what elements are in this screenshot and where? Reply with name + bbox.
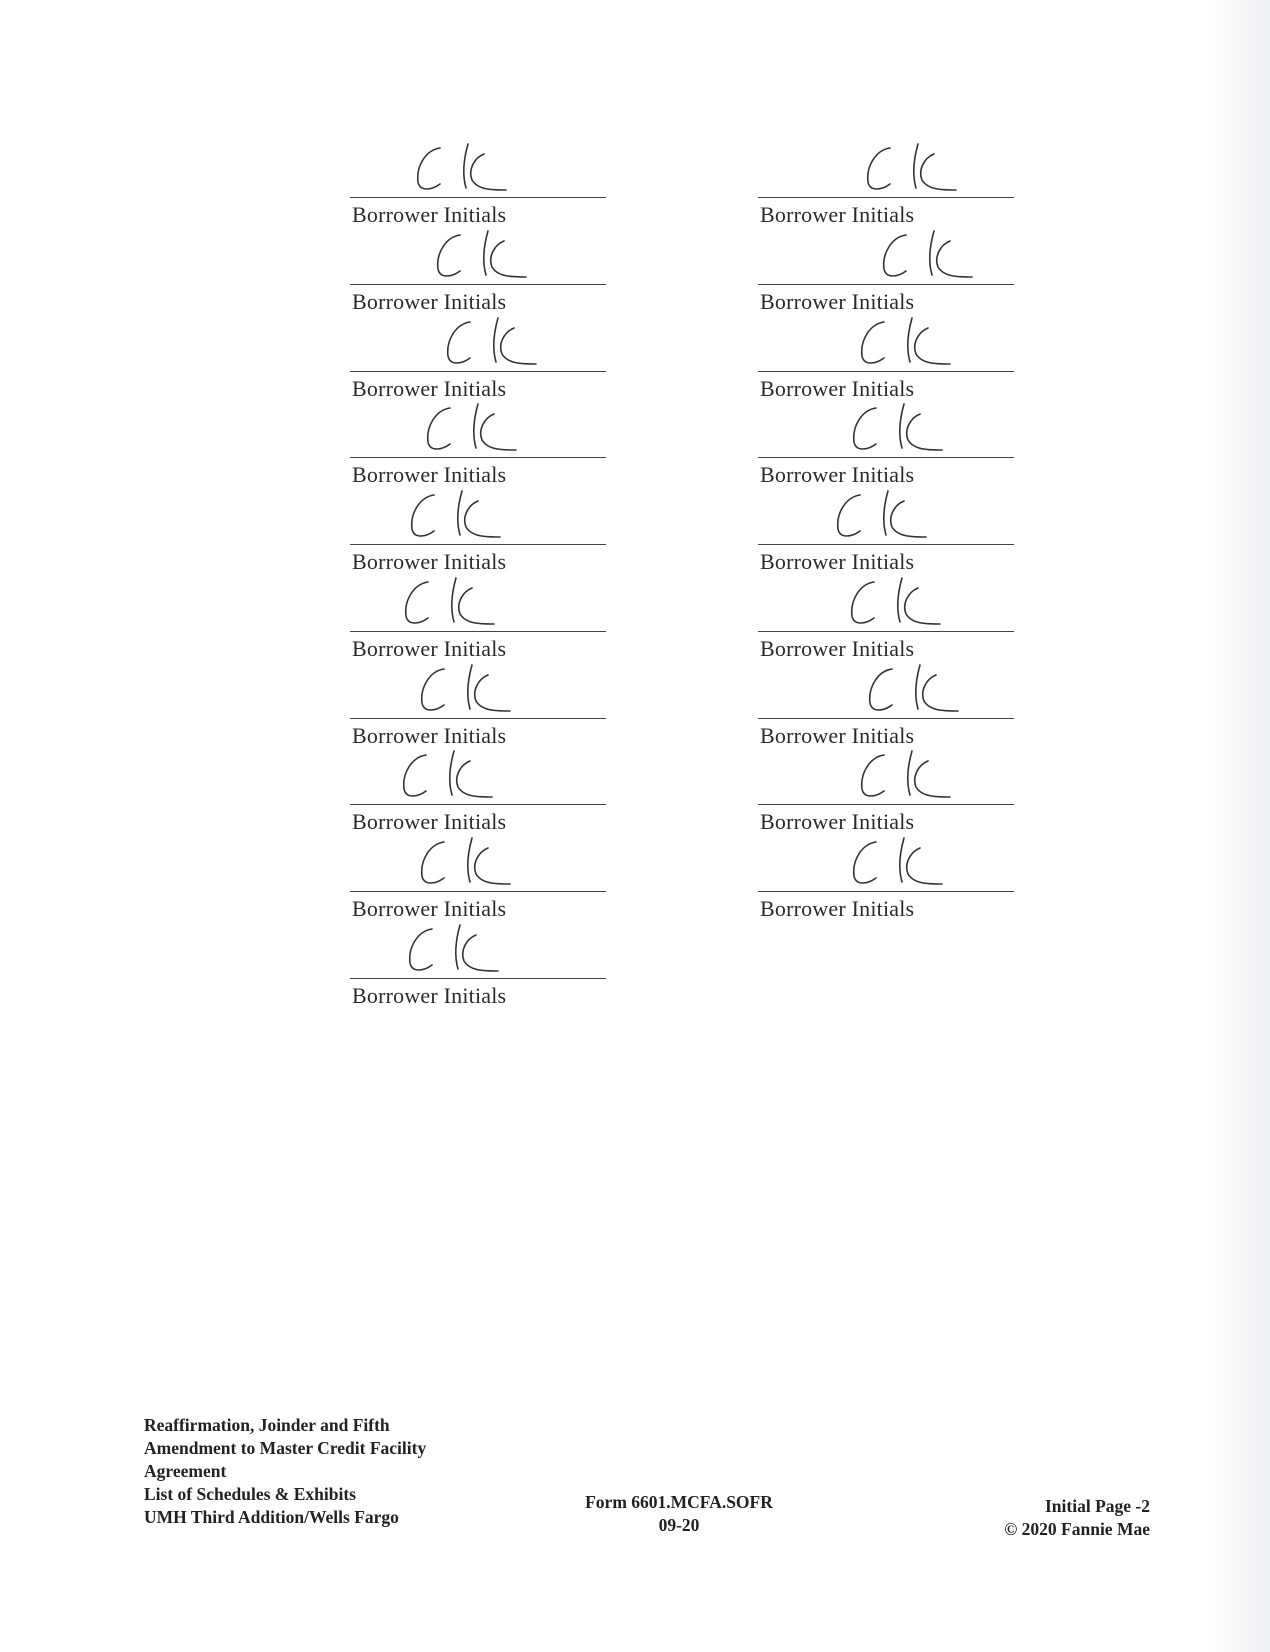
handwritten-initials xyxy=(382,921,532,977)
handwritten-initials xyxy=(834,747,984,803)
initials-block xyxy=(350,140,606,227)
borrower-initials-label: Borrower Initials xyxy=(760,636,915,661)
signature-line xyxy=(350,891,606,892)
handwritten-initials xyxy=(842,661,992,717)
signature-line xyxy=(758,284,1014,285)
signature-line xyxy=(758,804,1014,805)
borrower-initials-label: Borrower Initials xyxy=(352,723,507,748)
handwritten-initials xyxy=(824,574,974,630)
footer-form-number xyxy=(568,1491,790,1537)
initials-block xyxy=(350,747,606,834)
borrower-initials-label: Borrower Initials xyxy=(352,462,507,487)
signature-line xyxy=(350,197,606,198)
signature-line xyxy=(758,718,1014,719)
signature-line xyxy=(758,631,1014,632)
footer-page-info xyxy=(940,1495,1150,1541)
handwritten-initials xyxy=(834,314,984,370)
footer-title-line: Amendment to Master Credit Facility xyxy=(144,1438,427,1458)
borrower-initials-label: Borrower Initials xyxy=(352,289,507,314)
handwritten-initials xyxy=(394,661,544,717)
footer-title-line: Reaffirmation, Joinder and Fifth xyxy=(144,1415,390,1435)
borrower-initials-label: Borrower Initials xyxy=(352,896,507,921)
initials-block xyxy=(758,140,1014,227)
initials-block xyxy=(350,921,606,1008)
initials-block xyxy=(350,400,606,487)
handwritten-initials xyxy=(810,487,960,543)
initials-block xyxy=(350,227,606,314)
handwritten-initials xyxy=(378,574,528,630)
borrower-initials-label: Borrower Initials xyxy=(352,376,507,401)
signature-line xyxy=(350,457,606,458)
handwritten-initials xyxy=(390,140,540,196)
handwritten-initials xyxy=(400,400,550,456)
borrower-initials-label: Borrower Initials xyxy=(760,462,915,487)
handwritten-initials xyxy=(410,227,560,283)
borrower-initials-label: Borrower Initials xyxy=(352,202,507,227)
footer-document-title xyxy=(144,1414,544,1529)
copyright: © 2020 Fannie Mae xyxy=(1004,1519,1150,1539)
signature-line xyxy=(350,978,606,979)
signature-line xyxy=(350,804,606,805)
handwritten-initials xyxy=(856,227,1006,283)
initials-block xyxy=(758,400,1014,487)
initials-block xyxy=(758,314,1014,401)
signature-line xyxy=(350,631,606,632)
footer-title-line: UMH Third Addition/Wells Fargo xyxy=(144,1507,399,1527)
handwritten-initials xyxy=(840,140,990,196)
signature-line xyxy=(758,197,1014,198)
page-edge-shadow xyxy=(1206,0,1270,1652)
signature-line xyxy=(758,371,1014,372)
signature-line xyxy=(350,718,606,719)
initials-block xyxy=(350,834,606,921)
borrower-initials-label: Borrower Initials xyxy=(760,376,915,401)
handwritten-initials xyxy=(826,834,976,890)
borrower-initials-label: Borrower Initials xyxy=(352,636,507,661)
handwritten-initials xyxy=(376,747,526,803)
initials-block xyxy=(350,314,606,401)
page-number: Initial Page -2 xyxy=(1045,1496,1150,1516)
footer-title-line: Agreement xyxy=(144,1461,227,1481)
signature-line xyxy=(758,891,1014,892)
borrower-initials-label: Borrower Initials xyxy=(760,549,915,574)
initials-block xyxy=(758,227,1014,314)
signature-line xyxy=(758,457,1014,458)
borrower-initials-label: Borrower Initials xyxy=(760,289,915,314)
borrower-initials-label: Borrower Initials xyxy=(760,809,915,834)
borrower-initials-label: Borrower Initials xyxy=(760,202,915,227)
initials-block xyxy=(758,661,1014,748)
initials-block xyxy=(758,574,1014,661)
handwritten-initials xyxy=(384,487,534,543)
form-number: Form 6601.MCFA.SOFR xyxy=(585,1492,773,1512)
handwritten-initials xyxy=(394,834,544,890)
handwritten-initials xyxy=(420,314,570,370)
signature-line xyxy=(350,284,606,285)
borrower-initials-label: Borrower Initials xyxy=(352,809,507,834)
footer-title-line: List of Schedules & Exhibits xyxy=(144,1484,356,1504)
borrower-initials-label: Borrower Initials xyxy=(760,896,915,921)
signature-line xyxy=(758,544,1014,545)
initials-block xyxy=(758,834,1014,921)
form-date: 09-20 xyxy=(658,1515,700,1535)
borrower-initials-label: Borrower Initials xyxy=(352,549,507,574)
initials-block xyxy=(758,487,1014,574)
initials-block xyxy=(350,487,606,574)
signature-line xyxy=(350,544,606,545)
initials-block xyxy=(350,661,606,748)
borrower-initials-label: Borrower Initials xyxy=(760,723,915,748)
handwritten-initials xyxy=(826,400,976,456)
initials-block xyxy=(758,747,1014,834)
borrower-initials-label: Borrower Initials xyxy=(352,983,507,1008)
signature-line xyxy=(350,371,606,372)
initials-block xyxy=(350,574,606,661)
